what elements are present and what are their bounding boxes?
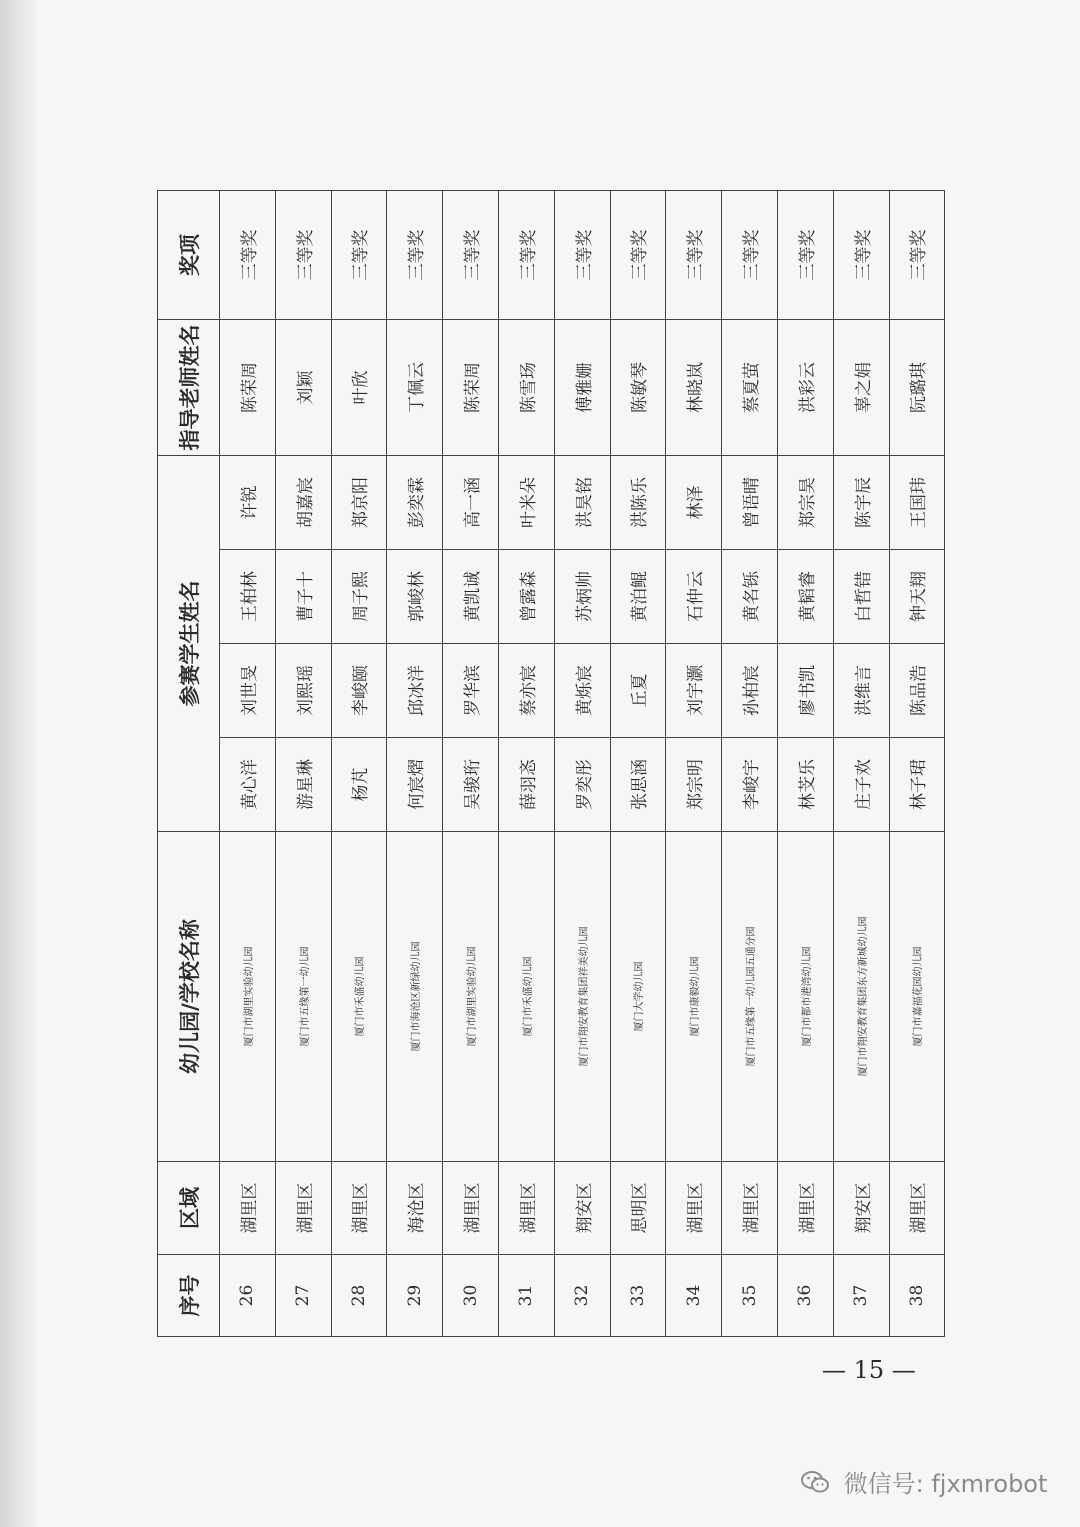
cell-student-3: 黄泊鲲	[610, 550, 666, 644]
cell-teacher: 林晓岚	[666, 320, 722, 456]
rotated-table-wrapper	[157, 191, 930, 1337]
cell-teacher: 刘颖	[275, 320, 331, 456]
cell-student-2: 罗华滨	[443, 644, 499, 738]
cell-district: 湖里区	[498, 1162, 554, 1255]
wechat-icon	[800, 1469, 830, 1501]
cell-teacher: 阮璐琪	[889, 320, 945, 456]
cell-student-2: 蔡亦宸	[498, 644, 554, 738]
cell-award: 三等奖	[833, 191, 889, 320]
cell-seq: 33	[610, 1255, 666, 1337]
table-row	[554, 191, 610, 1337]
cell-district: 海沧区	[387, 1162, 443, 1255]
cell-award: 三等奖	[777, 191, 833, 320]
cell-district: 湖里区	[331, 1162, 387, 1255]
header-award: 奖项	[158, 191, 220, 320]
cell-student-1: 林子珺	[889, 738, 945, 832]
page-edge-shadow	[0, 0, 36, 1527]
cell-student-4: 王国玮	[889, 456, 945, 550]
header-seq: 序号	[158, 1255, 220, 1337]
cell-student-3: 石仲云	[666, 550, 722, 644]
rotated-table-frame	[157, 191, 930, 1337]
table-row	[610, 191, 666, 1337]
cell-district: 湖里区	[889, 1162, 945, 1255]
cell-award: 三等奖	[666, 191, 722, 320]
cell-student-2: 廖书凯	[777, 644, 833, 738]
cell-student-4: 许锐	[220, 456, 276, 550]
table-row	[331, 191, 387, 1337]
cell-school: 厦门市翔安教育集团祥美幼儿园	[554, 832, 610, 1162]
cell-award: 三等奖	[443, 191, 499, 320]
cell-student-2: 陈品浩	[889, 644, 945, 738]
cell-teacher: 陈雪玚	[498, 320, 554, 456]
cell-award: 三等奖	[275, 191, 331, 320]
cell-seq: 26	[220, 1255, 276, 1337]
cell-award: 三等奖	[610, 191, 666, 320]
cell-district: 湖里区	[220, 1162, 276, 1255]
cell-school: 厦门市都市港湾幼儿园	[777, 832, 833, 1162]
cell-district: 思明区	[610, 1162, 666, 1255]
table-row	[275, 191, 331, 1337]
cell-award: 三等奖	[331, 191, 387, 320]
cell-school: 厦门市康毅幼儿园	[666, 832, 722, 1162]
cell-district: 湖里区	[722, 1162, 778, 1255]
cell-student-2: 刘宇灏	[666, 644, 722, 738]
cell-teacher: 傅雅姗	[554, 320, 610, 456]
cell-district: 湖里区	[777, 1162, 833, 1255]
cell-student-2: 刘熙瑶	[275, 644, 331, 738]
cell-seq: 27	[275, 1255, 331, 1337]
cell-student-1: 李峻宇	[722, 738, 778, 832]
cell-teacher: 叶欣	[331, 320, 387, 456]
cell-student-1: 黄心洋	[220, 738, 276, 832]
header-district: 区域	[158, 1162, 220, 1255]
cell-student-4: 曾语晴	[722, 456, 778, 550]
cell-seq: 30	[443, 1255, 499, 1337]
cell-student-1: 庄子欢	[833, 738, 889, 832]
cell-student-1: 罗奕彤	[554, 738, 610, 832]
table-row	[722, 191, 778, 1337]
cell-seq: 38	[889, 1255, 945, 1337]
watermark	[800, 1464, 1047, 1501]
cell-student-2: 刘世旻	[220, 644, 276, 738]
cell-award: 三等奖	[387, 191, 443, 320]
table-row	[666, 191, 722, 1337]
award-table	[157, 190, 945, 1337]
table-row	[220, 191, 276, 1337]
cell-student-4: 郑京阳	[331, 456, 387, 550]
cell-student-4: 洪陈乐	[610, 456, 666, 550]
cell-student-3: 苏炳帅	[554, 550, 610, 644]
table-row	[777, 191, 833, 1337]
cell-award: 三等奖	[722, 191, 778, 320]
cell-student-1: 林芠乐	[777, 738, 833, 832]
cell-student-3: 曾露森	[498, 550, 554, 644]
cell-school: 厦门大学幼儿园	[610, 832, 666, 1162]
cell-student-4: 洪昊铭	[554, 456, 610, 550]
page-number: — 15 —	[822, 1356, 916, 1384]
cell-teacher: 洪彩云	[777, 320, 833, 456]
cell-seq: 31	[498, 1255, 554, 1337]
header-row	[158, 191, 220, 1337]
cell-seq: 34	[666, 1255, 722, 1337]
cell-student-4: 胡嘉宸	[275, 456, 331, 550]
cell-district: 湖里区	[666, 1162, 722, 1255]
header-students: 参赛学生姓名	[158, 456, 220, 832]
cell-teacher: 陈敏琴	[610, 320, 666, 456]
cell-seq: 32	[554, 1255, 610, 1337]
cell-district: 翔安区	[833, 1162, 889, 1255]
cell-student-3: 郭峻林	[387, 550, 443, 644]
cell-seq: 29	[387, 1255, 443, 1337]
cell-district: 湖里区	[275, 1162, 331, 1255]
cell-school: 厦门市嘉福花园幼儿园	[889, 832, 945, 1162]
cell-seq: 28	[331, 1255, 387, 1337]
cell-teacher: 蔡夏萤	[722, 320, 778, 456]
cell-student-4: 陈宇辰	[833, 456, 889, 550]
cell-student-3: 白哲错	[833, 550, 889, 644]
cell-student-3: 黄韬睿	[777, 550, 833, 644]
cell-student-1: 何宸熠	[387, 738, 443, 832]
table-row	[443, 191, 499, 1337]
cell-student-3: 曹子十	[275, 550, 331, 644]
cell-teacher: 陈荣周	[443, 320, 499, 456]
cell-student-1: 吴骏珩	[443, 738, 499, 832]
cell-student-2: 李峻颐	[331, 644, 387, 738]
cell-student-3: 钟天翔	[889, 550, 945, 644]
table-row	[833, 191, 889, 1337]
table-row	[387, 191, 443, 1337]
cell-school: 厦门市禾盛幼儿园	[331, 832, 387, 1162]
cell-award: 三等奖	[554, 191, 610, 320]
cell-student-1: 郑宗明	[666, 738, 722, 832]
cell-school: 厦门市五缘第一幼儿园五通分园	[722, 832, 778, 1162]
cell-student-3: 黄名铄	[722, 550, 778, 644]
cell-student-1: 游星琳	[275, 738, 331, 832]
cell-student-1: 杨芃	[331, 738, 387, 832]
cell-student-2: 邱冰洋	[387, 644, 443, 738]
cell-seq: 35	[722, 1255, 778, 1337]
cell-student-3: 王柏林	[220, 550, 276, 644]
cell-student-4: 林泽	[666, 456, 722, 550]
cell-award: 三等奖	[889, 191, 945, 320]
cell-student-4: 郑宗昊	[777, 456, 833, 550]
cell-school: 厦门市翔安教育集团东方新城幼儿园	[833, 832, 889, 1162]
cell-student-3: 周子熙	[331, 550, 387, 644]
cell-school: 厦门市湖里实验幼儿园	[443, 832, 499, 1162]
cell-award: 三等奖	[220, 191, 276, 320]
cell-student-4: 彭奕霖	[387, 456, 443, 550]
watermark-text: 微信号: fjxmrobot	[843, 1470, 1048, 1498]
cell-student-4: 高一涵	[443, 456, 499, 550]
cell-student-2: 黄烁宸	[554, 644, 610, 738]
cell-teacher: 陈荣周	[220, 320, 276, 456]
cell-school: 厦门市海沧区新绿幼儿园	[387, 832, 443, 1162]
cell-award: 三等奖	[498, 191, 554, 320]
cell-student-2: 洪维言	[833, 644, 889, 738]
table-row	[889, 191, 945, 1337]
cell-student-4: 叶米朵	[498, 456, 554, 550]
cell-student-3: 黄凯诚	[443, 550, 499, 644]
cell-teacher: 丁佩云	[387, 320, 443, 456]
header-school: 幼儿园/学校名称	[158, 832, 220, 1162]
cell-district: 湖里区	[443, 1162, 499, 1255]
cell-student-2: 孙柏宸	[722, 644, 778, 738]
header-teacher: 指导老师姓名	[158, 320, 220, 456]
cell-school: 厦门市禾盛幼儿园	[498, 832, 554, 1162]
cell-seq: 37	[833, 1255, 889, 1337]
cell-seq: 36	[777, 1255, 833, 1337]
cell-student-2: 丘夏	[610, 644, 666, 738]
cell-school: 厦门市湖里实验幼儿园	[220, 832, 276, 1162]
cell-student-1: 张思涵	[610, 738, 666, 832]
cell-school: 厦门市五缘第一幼儿园	[275, 832, 331, 1162]
cell-district: 翔安区	[554, 1162, 610, 1255]
table-row	[498, 191, 554, 1337]
cell-teacher: 辜之娟	[833, 320, 889, 456]
cell-student-1: 薛羽忞	[498, 738, 554, 832]
